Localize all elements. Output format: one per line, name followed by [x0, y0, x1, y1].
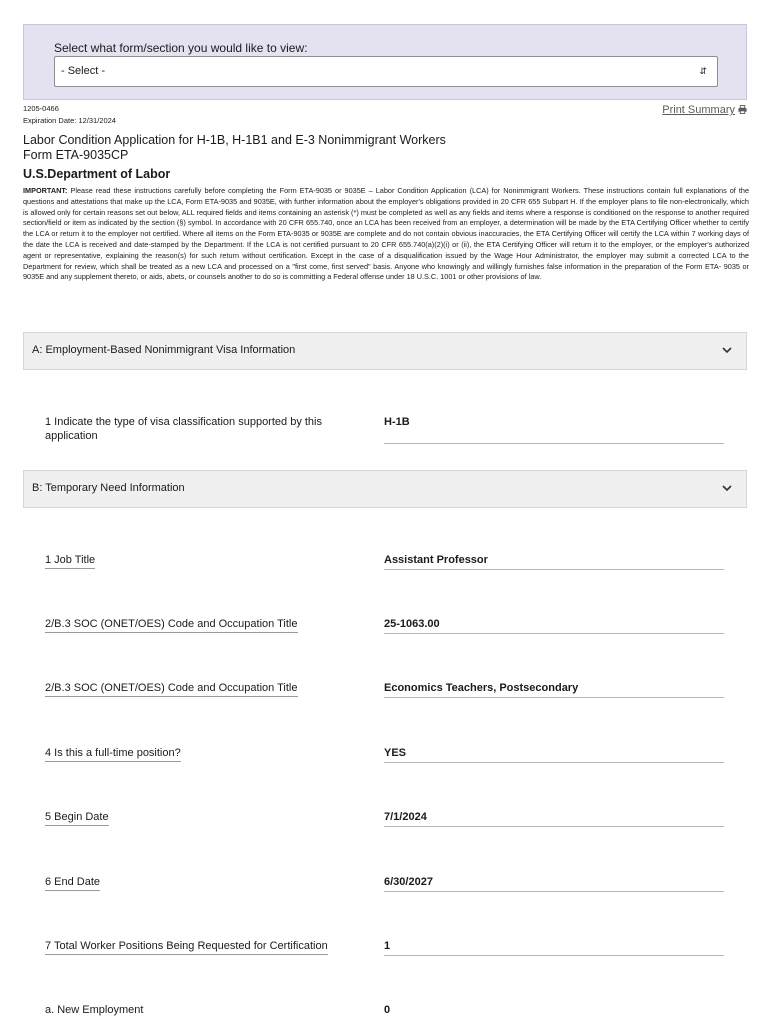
- field-value: 6/30/2027: [384, 875, 724, 892]
- print-summary-link[interactable]: [662, 104, 747, 116]
- notice-lead: IMPORTANT:: [23, 186, 68, 195]
- chevron-down-icon: [722, 484, 732, 492]
- sort-arrows-icon: ⇵: [699, 66, 707, 76]
- form-title-line-2: Form ETA-9035CP: [23, 148, 129, 162]
- print-summary-label: Print Summary: [662, 104, 735, 116]
- selector-label: Select what form/section you would like to view:: [54, 41, 308, 55]
- important-notice: [23, 186, 749, 283]
- form-title: [23, 133, 446, 163]
- section-a-title: A: Employment-Based Nonimmigrant Visa Information: [32, 344, 296, 356]
- omb-number: 1205-0466: [23, 104, 59, 113]
- notice-body: Please read these instructions carefully before completing the Form ETA-9035 or 9035E – Labor Condition Application (LCA) for Nonimmigrant Workers. These instructions contain full explanations of the questions and attestations that make up the LCA, Form ETA-9035 and 9035E, with further information about the employer's obligations provided in 20 CFR 655 Subpart H. If the employer plans to file non-electronically, which is allowed only for certain reasons set out below, ALL required fields and items containing an asterisk (*) must be completed as well as any fields and items where a response is conditioned on the response to another required section/field or item as indicated by the section (§) symbol. In accordance with 20 CFR 655.740, once an LCA has been received from an employer, a determination will be made by the ETA Certifying Officer whether to certify the LCA or return it to the employer not certified. Where all items on the Form ETA-9035 or 9035E are complete and do not contain obvious inaccuracies, the ETA Certifying Officer will certify the LCA within 7 working days of the date the LCA is received and date-stamped by the Department. If the LCA is not certified pursuant to 20 CFR 655.740(a)(2)(i) or (ii), the ETA Certifying Officer will return it to the employer, or the employer's authorized agent or representative, explaining the reason(s) for such return without certification. Except in the case of a disqualification issued by the Wage Hour Administrator, the employer may submit a corrected LCA to the Department for review, which shall be treated as a new LCA and processed on a "first come, first served" basis. Anyone who knowingly and willingly furnishes false information in the preparation of the Form ETA- 9035 or 9035E and any supplement thereto, or aids, abets, or counsels another to do so is committing a Federal offense under 18 U.S.C. 1001 or other provisions of law.: [23, 186, 749, 282]
- section-b-title: B: Temporary Need Information: [32, 482, 185, 494]
- printer-icon: [738, 105, 747, 114]
- field-value: Assistant Professor: [384, 553, 724, 570]
- field-value: Economics Teachers, Postsecondary: [384, 681, 724, 698]
- agency-name: U.S.Department of Labor: [23, 167, 171, 181]
- form-section-selector: [23, 24, 747, 100]
- dropdown-selected-value: - Select -: [61, 65, 106, 77]
- field-label: a. New Employment: [45, 1004, 144, 1016]
- field-label: 6 End Date: [45, 875, 100, 891]
- section-a-accordion[interactable]: [23, 332, 747, 370]
- field-value: 1: [384, 939, 724, 956]
- field-value: YES: [384, 746, 724, 763]
- chevron-down-icon: [722, 346, 732, 354]
- field-value: 25-1063.00: [384, 617, 724, 634]
- field-label: 7 Total Worker Positions Being Requested for Certification: [45, 939, 328, 955]
- field-value: H-1B: [384, 415, 724, 444]
- omb-info: [23, 103, 116, 127]
- field-label: 1 Indicate the type of visa classification supported by this application: [45, 416, 322, 442]
- field-value: 7/1/2024: [384, 810, 724, 827]
- field-label: 4 Is this a full-time position?: [45, 746, 181, 762]
- field-label: 1 Job Title: [45, 553, 95, 569]
- form-title-line-1: Labor Condition Application for H-1B, H-1B1 and E-3 Nonimmigrant Workers: [23, 133, 446, 147]
- section-b-accordion[interactable]: [23, 470, 747, 508]
- field-value: 0: [384, 1004, 391, 1016]
- field-label: 2/B.3 SOC (ONET/OES) Code and Occupation Title: [45, 617, 298, 633]
- form-section-dropdown[interactable]: [54, 56, 718, 87]
- field-label: 5 Begin Date: [45, 810, 109, 826]
- expiration-date: Expiration Date: 12/31/2024: [23, 116, 116, 125]
- field-label: 2/B.3 SOC (ONET/OES) Code and Occupation Title: [45, 681, 298, 697]
